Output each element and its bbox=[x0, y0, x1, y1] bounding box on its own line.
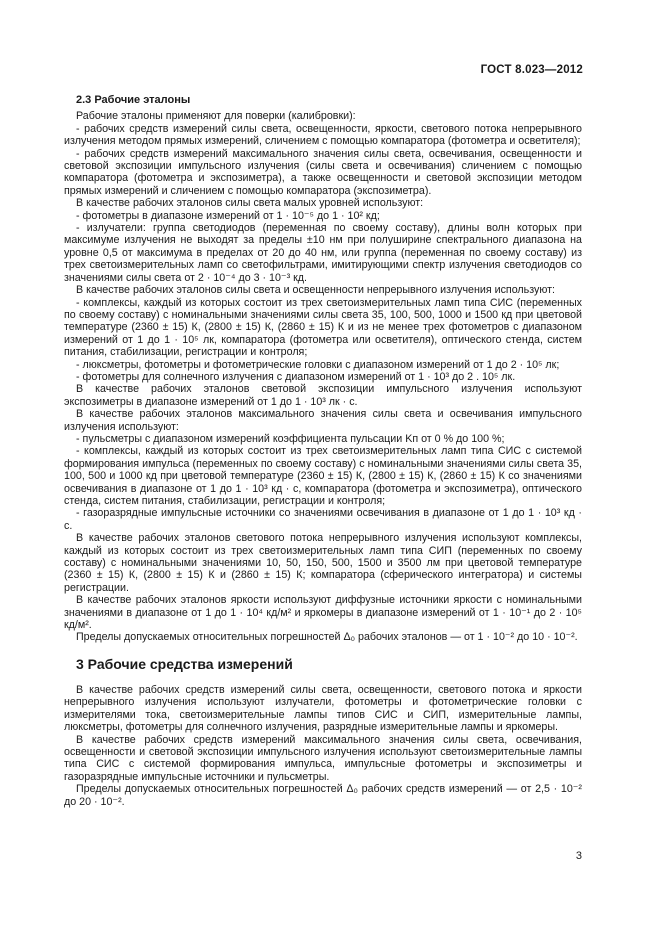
list-item: - люксметры, фотометры и фотометрические головки с диапазоном измерений от 1 до 2 · 10⁵ лк; bbox=[76, 358, 560, 371]
section-3-body bbox=[64, 684, 582, 808]
list-item: - фотометры в диапазоне измерений от 1 · 10⁻⁵ до 1 · 10² кд; bbox=[76, 209, 380, 222]
paragraph: В качестве рабочих средств измерений максимального значения силы света, освечивания, освещенности и световой экспозиции импульсного излучения используют светоизмерительные лампы типа СИС с системой формирования импульса, импульсные фотометры и экспозиметры и газоразрядные импульсные источники и пульсметры. bbox=[64, 733, 582, 783]
section-2-3-heading: 2.3 Рабочие эталоны bbox=[76, 94, 191, 106]
paragraph: Пределы допускаемых относительных погрешностей Δ₀ рабочих эталонов — от 1 · 10⁻² до 10 · 10⁻². bbox=[76, 631, 578, 644]
paragraph: В качестве рабочих эталонов яркости используют диффузные источники яркости с номинальными значениями в диапазоне от 1 до 1 · 10⁴ кд/м² и яркомеры в диапазоне измерений от 1 · 10⁻¹ до 2 · 10⁵ кд/м². bbox=[64, 594, 582, 632]
paragraph: В качестве рабочих эталонов максимального значения силы света и освечивания импульсного излучения используют: bbox=[64, 408, 582, 433]
document-body bbox=[64, 94, 582, 808]
section-2-3-body bbox=[64, 110, 582, 643]
list-item: - рабочих средств измерений силы света, освещенности, яркости, светового потока непрерывного излучения методом прямых измерений, сличением с помощью компаратора (фотометра и осветителя); bbox=[64, 122, 582, 148]
paragraph: В качестве рабочих эталонов силы света и освещенности непрерывного излучения используют: bbox=[76, 284, 555, 297]
section-3-heading: 3 Рабочие средства измерений bbox=[76, 655, 293, 672]
list-item: - фотометры для солнечного излучения с диапазоном измерений от 1 · 10³ до 2 . 10⁵ лк. bbox=[76, 370, 516, 383]
paragraph: В качестве рабочих эталонов силы света малых уровней используют: bbox=[76, 197, 424, 210]
list-item: - излучатели: группа светодиодов (переменная по своему составу), длины волн которых при максимуме излучения не выходят за пределы ±10 нм при полуширине спектрального диапазона на уровне 0,5 от максимума в пределах от 20 до 40 нм, или группа (переменная по своему составу) из трех светоизмерительных ламп со светофильтрами, имитирующими спектр излучения светодиодов со значениями силы света от 2 · 10⁻⁴ до 3 · 10⁻³ кд. bbox=[64, 222, 582, 284]
list-item: - рабочих средств измерений максимального значения силы света, освечивания, освещенности и световой экспозиции импульсного излучения (силы света и освечивания) сличением с помощью компаратора (фотометра и экспозиметра), а также освещенности и световой экспозиции методом прямых измерений и сличением с помощью компаратора (экспозиметра). bbox=[64, 147, 582, 197]
page-number: 3 bbox=[575, 850, 582, 862]
list-item: - пульсметры с диапазоном измерений коэффициента пульсации Kп от 0 % до 100 %; bbox=[76, 432, 505, 445]
paragraph: В качестве рабочих средств измерений силы света, освещенности, светового потока и яркости непрерывного излучения используют излучатели, фотометры и фотометрические головки с измерителями тока, светоизмерительные лампы типов СИС и СИП, измерительные лампы, люксметры, фотометры для солнечного излучения, разрядные измерительные лампы и яркомеры. bbox=[64, 683, 582, 734]
list-item: - комплексы, каждый из которых состоит из трех светоизмерительных ламп типа СИС с системой формирования импульса (переменных по своему составу) с номинальными значениями силы света 35, 100, 500 и 1000 кд при цветовой температуре (2360 ± 15) К, (2800 ± 15) К, (2860 ± 15) К со значениями освечивания в диапазоне от 1 до 1 · 10³ кд · с, компаратора (фотометра и экспозиметра), оптического стенда, систем питания, стабилизации, регистрации и контроля; bbox=[64, 445, 582, 507]
paragraph: Пределы допускаемых относительных погрешностей Δ₀ рабочих средств измерений — от 2,5 · 10⁻² до 20 · 10⁻². bbox=[64, 783, 582, 808]
list-item: - комплексы, каждый из которых состоит из трех светоизмерительных ламп типа СИС (переменных по своему составу) с номинальными значениями силы света 35, 100, 500, 1000 и 1500 кд при цветовой температуре (2360 ± 15) К, (2800 ± 15) К, (2860 ± 15) К и из не менее трех фотометров с диапазоном измерений от 1 до 1 · 10⁵ лк, компаратора (фотометра или осветителя), оптического стенда, систем питания, стабилизации, регистрации и контроля; bbox=[64, 296, 582, 359]
paragraph: В качестве рабочих эталонов световой экспозиции импульсного излучения используют экспозиметры в диапазоне измерений от 1 до 1 · 10³ лк · с. bbox=[64, 383, 582, 408]
standard-code-header: ГОСТ 8.023—2012 bbox=[480, 64, 583, 76]
paragraph: В качестве рабочих эталонов светового потока непрерывного излучения используют комплексы, каждый из которых состоит из трех светоизмерительных ламп типа СИП (переменных по своему составу) с номинальными значениями 10, 50, 150, 500, 1500 и 3500 лм при цветовой температуре (2360 ± 15) К, (2800 ± 15) К и (2860 ± 15) К; компаратора (сферического интегратора) и системы регистрации. bbox=[64, 532, 582, 594]
paragraph: Рабочие эталоны применяют для поверки (калибровки): bbox=[76, 110, 356, 123]
list-item: - газоразрядные импульсные источники со значениями освечивания в диапазоне от 1 до 1 · 10³ кд · с. bbox=[64, 507, 582, 532]
